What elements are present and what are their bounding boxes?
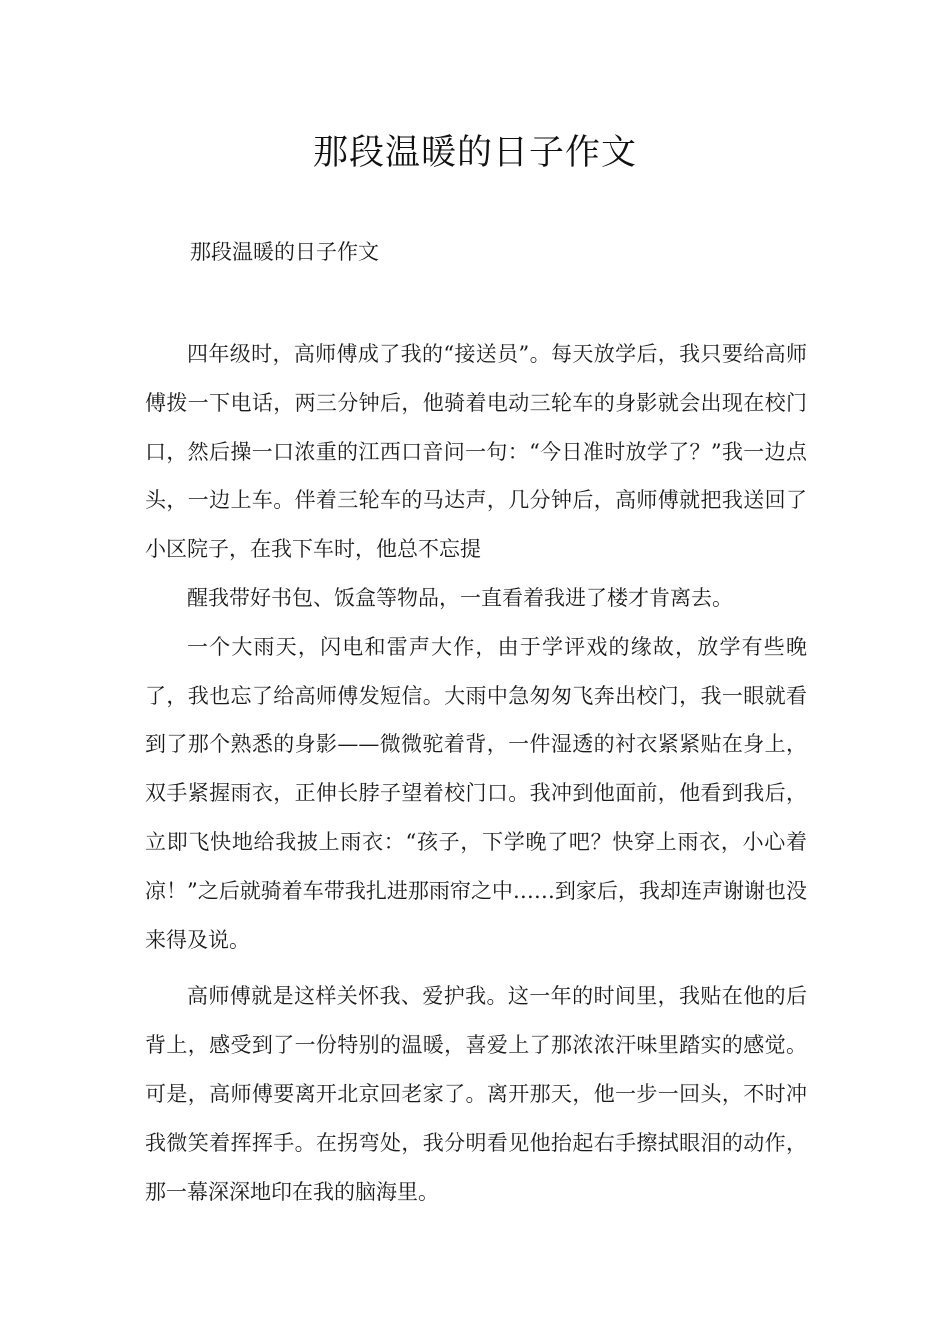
paragraph-2: 醒我带好书包、饭盒等物品，一直看着我进了楼才肯离去。 [187, 585, 733, 610]
document-body [145, 330, 807, 1216]
paragraph-3: 一个大雨天，闪电和雷声大作，由于学评戏的缘故，放学有些晚了，我也忘了给高师傅发短信。大雨中急匆匆飞奔出校门，我一眼就看到了那个熟悉的身影——微微驼着背，一件湿透的衬衣紧紧贴在身上，双手紧握雨衣，正伸长脖子望着校门口。我冲到他面前，他看到我后，立即飞快地给我披上雨衣：“孩子，下学晚了吧？快穿上雨衣，小心着凉！”之后就骑着车带我扎进那雨帘之中……到家后，我却连声谢谢也没来得及说。 [145, 634, 807, 952]
document-subtitle: 那段温暖的日子作文 [190, 240, 379, 264]
paragraph-4: 高师傅就是这样关怀我、爱护我。这一年的时间里，我贴在他的后背上，感受到了一份特别的温暖，喜爱上了那浓浓汗味里踏实的感觉。可是，高师傅要离开北京回老家了。离开那天，他一步一回头，不时冲我微笑着挥挥手。在拐弯处，我分明看见他抬起右手擦拭眼泪的动作，那一幕深深地印在我的脑海里。 [145, 984, 807, 1204]
paragraph-1: 四年级时，高师傅成了我的“接送员”。每天放学后，我只要给高师傅拨一下电话，两三分钟后，他骑着电动三轮车的身影就会出现在校门口，然后操一口浓重的江西口音问一句：“今日准时放学了？”我一边点头，一边上车。伴着三轮车的马达声，几分钟后，高师傅就把我送回了小区院子，在我下车时，他总不忘提 [145, 342, 807, 562]
document-title: 那段温暖的日子作文 [312, 133, 637, 173]
